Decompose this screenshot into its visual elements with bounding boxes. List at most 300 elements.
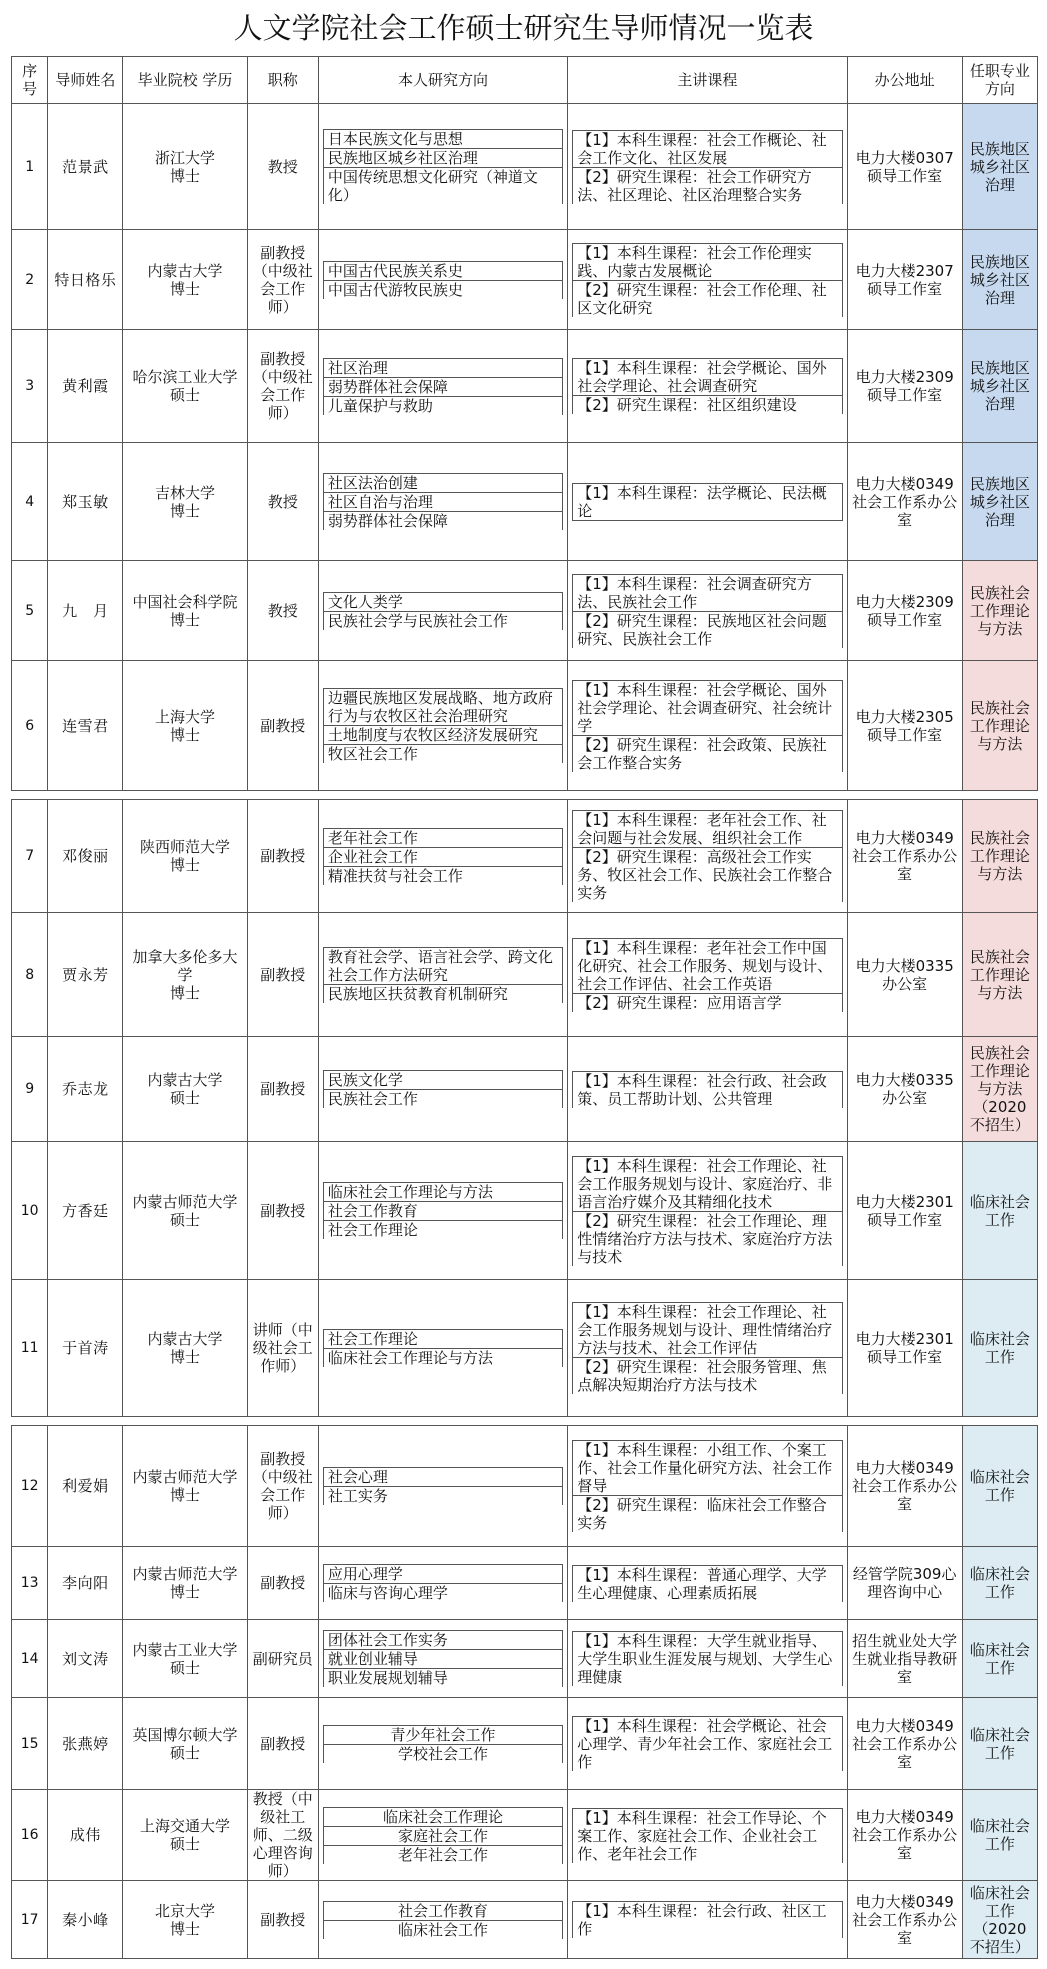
page-title: 人文学院社会工作硕士研究生导师情况一览表 <box>233 11 814 45</box>
research-item: 老年社会工作 <box>323 828 562 847</box>
row-name: 贾永芳 <box>48 913 123 1037</box>
row-courses-cell <box>568 330 847 443</box>
course-item-list <box>572 1808 842 1863</box>
course-item: 【1】本科生课程：老年社会工作中国化研究、社会工作服务、规划与设计、社会工作评估、社会工作英语 <box>573 938 842 993</box>
row-office: 招生就业处大学生就业指导教研室 <box>847 1620 962 1698</box>
research-item: 临床与咨询心理学 <box>323 1584 562 1603</box>
row-rank: 副教授（中级社会工作师） <box>247 1426 318 1547</box>
row-degree: 硕士 <box>169 1089 200 1107</box>
row-degree: 硕士 <box>169 1210 200 1229</box>
row-degree: 博士 <box>169 501 200 520</box>
course-item-list <box>572 574 842 648</box>
table-row <box>12 1037 1038 1142</box>
row-rank: 副教授 <box>247 1547 318 1620</box>
course-item <box>573 520 842 521</box>
row-research-cell <box>318 1426 567 1547</box>
row-degree: 博士 <box>169 166 200 185</box>
research-item-list <box>323 261 563 299</box>
row-courses-cell <box>568 1037 847 1142</box>
row-name: 黄利霞 <box>48 330 123 443</box>
row-school: 中国社会科学院 <box>132 592 238 611</box>
row-direction: 民族地区城乡社区治理 <box>962 443 1037 561</box>
row-courses-cell <box>568 1620 847 1698</box>
row-research-cell <box>318 330 567 443</box>
row-school: 内蒙古大学 <box>147 1071 223 1089</box>
row-rank: 副教授 <box>247 1881 318 1959</box>
table-row <box>12 800 1038 913</box>
research-item: 青少年社会工作 <box>323 1725 562 1744</box>
row-rank: 副教授（中级社会工作师） <box>247 330 318 443</box>
course-item-list <box>572 938 842 1012</box>
row-name: 郑玉敏 <box>48 443 123 561</box>
row-courses-cell <box>568 1142 847 1280</box>
row-degree: 博士 <box>169 725 200 744</box>
table-row <box>12 1142 1038 1280</box>
row-research-cell <box>318 1547 567 1620</box>
course-item-list <box>572 810 842 902</box>
row-school-cell <box>123 913 247 1037</box>
research-item: 中国古代民族关系史 <box>323 261 562 280</box>
research-item-list <box>323 1901 563 1939</box>
row-degree: 博士 <box>169 610 200 629</box>
course-item-list <box>572 1302 842 1394</box>
row-school-cell <box>123 1790 247 1881</box>
research-item: 企业社会工作 <box>323 847 562 866</box>
row-office: 电力大楼0335办公室 <box>847 1037 962 1142</box>
course-item: 【2】研究生课程：社会工作伦理、社区文化研究 <box>573 280 842 317</box>
research-item: 临床社会工作理论 <box>323 1807 562 1826</box>
research-item: 临床社会工作 <box>323 1920 562 1939</box>
header-name: 导师姓名 <box>48 57 123 104</box>
row-office: 电力大楼2309硕导工作室 <box>847 561 962 661</box>
row-direction: 临床社会工作 <box>962 1698 1037 1790</box>
row-courses-cell <box>568 230 847 330</box>
row-office: 经管学院309心理咨询中心 <box>847 1547 962 1620</box>
row-seq: 6 <box>12 661 48 791</box>
row-rank: 教授 <box>247 561 318 661</box>
row-office: 电力大楼2305硕导工作室 <box>847 661 962 791</box>
research-item-list <box>323 1329 563 1367</box>
row-office: 电力大楼0349社会工作系办公室 <box>847 1426 962 1547</box>
row-research-cell <box>318 1280 567 1417</box>
table-row <box>12 1426 1038 1547</box>
row-name: 邓俊丽 <box>48 800 123 913</box>
row-rank: 副教授 <box>247 1037 318 1142</box>
course-item: 【1】本科生课程：社会调查研究方法、民族社会工作 <box>573 574 842 611</box>
row-name: 范景武 <box>48 104 123 230</box>
course-item-list <box>572 1901 842 1938</box>
row-school: 上海交通大学 <box>139 1817 230 1835</box>
row-research-cell <box>318 1881 567 1959</box>
row-name: 乔志龙 <box>48 1037 123 1142</box>
row-courses-cell <box>568 1698 847 1790</box>
row-seq: 12 <box>12 1426 48 1547</box>
row-rank: 教授 <box>247 104 318 230</box>
row-research-cell <box>318 1698 567 1790</box>
course-item-list <box>572 1156 842 1266</box>
research-item: 教育社会学、语言社会学、跨文化社会工作方法研究 <box>323 947 562 984</box>
course-item-list <box>572 680 842 772</box>
table-row <box>12 104 1038 230</box>
row-research-cell <box>318 800 567 913</box>
row-office: 电力大楼0349社会工作系办公室 <box>847 800 962 913</box>
row-school-cell <box>123 1620 247 1698</box>
row-rank: 教授 <box>247 443 318 561</box>
row-seq: 15 <box>12 1698 48 1790</box>
course-item: 【1】本科生课程：社会学概论、国外社会学理论、社会调查研究 <box>573 359 842 396</box>
table-row <box>12 443 1038 561</box>
row-courses-cell <box>568 104 847 230</box>
row-direction: 民族地区城乡社区治理 <box>962 330 1037 443</box>
research-item-list <box>323 947 563 1003</box>
row-school: 陕西师范大学 <box>139 838 230 856</box>
course-item: 【2】研究生课程：社会政策、民族社会工作整合实务 <box>573 735 842 772</box>
table-row <box>12 561 1038 661</box>
course-item-list <box>572 1631 842 1686</box>
research-item: 民族文化学 <box>323 1071 562 1090</box>
research-item-list <box>323 129 563 204</box>
row-research-cell <box>318 561 567 661</box>
row-school-cell <box>123 661 247 791</box>
row-name: 于首涛 <box>48 1280 123 1417</box>
row-direction: 民族社会工作理论与方法 <box>962 561 1037 661</box>
row-seq: 14 <box>12 1620 48 1698</box>
row-school: 内蒙古师范大学 <box>132 1192 238 1211</box>
row-name: 连雪君 <box>48 661 123 791</box>
row-seq: 9 <box>12 1037 48 1142</box>
row-degree: 博士 <box>169 1486 200 1504</box>
row-office: 电力大楼0307硕导工作室 <box>847 104 962 230</box>
row-degree: 博士 <box>169 1583 200 1601</box>
row-office: 电力大楼0349社会工作系办公室 <box>847 1698 962 1790</box>
row-research-cell <box>318 913 567 1037</box>
course-item-list <box>572 1440 842 1532</box>
row-seq: 10 <box>12 1142 48 1280</box>
row-degree: 博士 <box>169 983 200 1002</box>
row-degree: 硕士 <box>169 386 200 404</box>
row-courses-cell <box>568 1547 847 1620</box>
research-item: 弱势群体社会保障 <box>323 512 562 531</box>
supervisor-table <box>11 56 1038 1959</box>
row-name: 李向阳 <box>48 1547 123 1620</box>
research-item: 中国古代游牧民族史 <box>323 280 562 299</box>
header-office: 办公地址 <box>847 57 962 104</box>
row-school: 北京大学 <box>154 1901 215 1920</box>
row-courses-cell <box>568 443 847 561</box>
row-seq: 13 <box>12 1547 48 1620</box>
row-name: 成伟 <box>48 1790 123 1881</box>
row-school: 内蒙古大学 <box>147 261 223 280</box>
row-direction: 民族社会工作理论与方法 <box>962 913 1037 1037</box>
course-item: 【1】本科生课程：社会行政、社区工作 <box>573 1902 842 1939</box>
course-item: 【2】研究生课程：应用语言学 <box>573 993 842 1012</box>
research-item: 中国传统思想文化研究（神道文化） <box>323 168 562 205</box>
course-item: 【2】研究生课程：社会服务管理、焦点解决短期治疗方法与技术 <box>573 1358 842 1395</box>
course-item: 【1】本科生课程：社会行政、社会政策、员工帮助计划、公共管理 <box>573 1071 842 1108</box>
research-item: 职业发展规划辅导 <box>323 1669 562 1688</box>
row-name: 张燕婷 <box>48 1698 123 1790</box>
course-item: 【1】本科生课程：小组工作、个案工作、社会工作量化研究方法、社会工作督导 <box>573 1441 842 1496</box>
research-item: 社会工作理论 <box>323 1221 562 1240</box>
row-office: 电力大楼0335办公室 <box>847 913 962 1037</box>
research-item: 民族社会学与民族社会工作 <box>323 611 562 630</box>
course-item: 【1】本科生课程：社会学概论、国外社会学理论、社会调查研究、社会统计学 <box>573 680 842 735</box>
table-row <box>12 1698 1038 1790</box>
row-school: 内蒙古大学 <box>147 1330 223 1348</box>
row-school-cell <box>123 443 247 561</box>
research-item: 民族地区城乡社区治理 <box>323 149 562 168</box>
row-school-cell <box>123 1280 247 1417</box>
course-item-list <box>572 1716 842 1771</box>
header-seq: 序号 <box>12 57 48 104</box>
row-school-cell <box>123 1426 247 1547</box>
table-row <box>12 1620 1038 1698</box>
row-school-cell <box>123 104 247 230</box>
course-item: 【1】本科生课程：社会工作理论、社会工作服务规划与设计、家庭治疗、非语言治疗媒介及其精细化技术 <box>573 1156 842 1211</box>
row-seq: 4 <box>12 443 48 561</box>
course-item-list <box>572 483 842 521</box>
row-school: 内蒙古工业大学 <box>132 1640 238 1659</box>
row-school-cell <box>123 330 247 443</box>
course-item: 【1】本科生课程：社会工作概论、社会工作文化、社区发展 <box>573 130 842 167</box>
course-item: 【1】本科生课程：大学生就业指导、大学生职业生涯发展与规划、大学生心理健康 <box>573 1632 842 1687</box>
row-direction: 民族社会工作理论与方法 <box>962 800 1037 913</box>
row-office: 电力大楼0349社会工作系办公室 <box>847 443 962 561</box>
row-office: 电力大楼2301硕导工作室 <box>847 1280 962 1417</box>
row-courses-cell <box>568 1790 847 1881</box>
row-seq: 8 <box>12 913 48 1037</box>
row-name: 九 月 <box>48 561 123 661</box>
research-item: 社区自治与治理 <box>323 493 562 512</box>
row-school-cell <box>123 1881 247 1959</box>
row-research-cell <box>318 1620 567 1698</box>
row-office: 电力大楼0349社会工作系办公室 <box>847 1881 962 1959</box>
row-direction: 民族社会工作理论与方法（2020不招生） <box>962 1037 1037 1142</box>
row-seq: 1 <box>12 104 48 230</box>
research-item: 土地制度与农牧区经济发展研究 <box>323 726 562 745</box>
row-name: 方香廷 <box>48 1142 123 1280</box>
course-item: 【1】本科生课程：社会工作导论、个案工作、家庭社会工作、企业社会工作、老年社会工作 <box>573 1808 842 1863</box>
research-item: 社会心理 <box>323 1468 562 1487</box>
header-school: 毕业院校 学历 <box>123 57 247 104</box>
research-item: 边疆民族地区发展战略、地方政府行为与农牧区社会治理研究 <box>323 689 562 726</box>
row-rank: 副教授（中级社会工作师） <box>247 230 318 330</box>
row-school-cell <box>123 1698 247 1790</box>
course-item: 【2】研究生课程：民族地区社会问题研究、民族社会工作 <box>573 611 842 648</box>
row-research-cell <box>318 1790 567 1881</box>
row-degree: 硕士 <box>169 1658 200 1677</box>
row-school-cell <box>123 1547 247 1620</box>
row-rank: 教授（中级社工师、二级心理咨询师） <box>247 1790 318 1881</box>
row-courses-cell <box>568 800 847 913</box>
row-school: 哈尔滨工业大学 <box>132 368 238 386</box>
row-seq: 7 <box>12 800 48 913</box>
research-item: 临床社会工作理论与方法 <box>323 1183 562 1202</box>
research-item: 就业创业辅导 <box>323 1650 562 1669</box>
row-school-cell <box>123 1142 247 1280</box>
row-school-cell <box>123 1037 247 1142</box>
header-courses: 主讲课程 <box>568 57 847 104</box>
research-item: 牧区社会工作 <box>323 745 562 764</box>
row-school: 内蒙古师范大学 <box>132 1468 238 1486</box>
row-name: 利爱娟 <box>48 1426 123 1547</box>
research-item-list <box>323 1564 563 1602</box>
row-rank: 副教授 <box>247 1698 318 1790</box>
research-item-list <box>323 828 563 885</box>
research-item-list <box>323 1467 563 1505</box>
course-item: 【1】本科生课程：老年社会工作、社会问题与社会发展、组织社会工作 <box>573 811 842 848</box>
row-research-cell <box>318 661 567 791</box>
course-item: 【2】研究生课程：社会工作研究方法、社区理论、社区治理整合实务 <box>573 167 842 204</box>
row-courses-cell <box>568 1280 847 1417</box>
header-research: 本人研究方向 <box>318 57 567 104</box>
research-item: 文化人类学 <box>323 592 562 611</box>
table-row <box>12 661 1038 791</box>
row-courses-cell <box>568 661 847 791</box>
row-direction: 临床社会工作 <box>962 1547 1037 1620</box>
row-direction: 临床社会工作（2020不招生） <box>962 1881 1037 1959</box>
research-item: 老年社会工作 <box>323 1845 562 1864</box>
research-item: 儿童保护与救助 <box>323 396 562 415</box>
row-seq: 3 <box>12 330 48 443</box>
row-degree: 博士 <box>169 1919 200 1938</box>
row-name: 刘文涛 <box>48 1620 123 1698</box>
research-item: 日本民族文化与思想 <box>323 130 562 149</box>
row-direction: 临床社会工作 <box>962 1620 1037 1698</box>
research-item: 精准扶贫与社会工作 <box>323 866 562 885</box>
course-item: 【1】本科生课程：普通心理学、大学生心理健康、心理素质拓展 <box>573 1565 842 1602</box>
section-gap <box>12 1417 1038 1426</box>
row-direction: 民族地区城乡社区治理 <box>962 104 1037 230</box>
research-item: 应用心理学 <box>323 1565 562 1584</box>
row-rank: 副研究员 <box>247 1620 318 1698</box>
research-item-list <box>323 1807 563 1864</box>
research-item: 社区治理 <box>323 358 562 377</box>
row-research-cell <box>318 443 567 561</box>
row-degree: 博士 <box>169 856 200 874</box>
row-school: 吉林大学 <box>154 483 215 502</box>
table-row <box>12 1881 1038 1959</box>
course-item: 【1】本科生课程：社会学概论、社会心理学、青少年社会工作、家庭社会工作 <box>573 1717 842 1772</box>
row-research-cell <box>318 230 567 330</box>
row-name: 秦小峰 <box>48 1881 123 1959</box>
course-item-list <box>572 130 842 204</box>
row-research-cell <box>318 104 567 230</box>
row-office: 电力大楼2309硕导工作室 <box>847 330 962 443</box>
row-seq: 17 <box>12 1881 48 1959</box>
research-item-list <box>323 1725 563 1763</box>
section-gap-cell <box>12 791 1038 800</box>
row-name: 特日格乐 <box>48 230 123 330</box>
section-gap <box>12 791 1038 800</box>
table-row <box>12 1790 1038 1881</box>
header-rank: 职称 <box>247 57 318 104</box>
research-item-list <box>323 592 563 630</box>
research-item: 社区法治创建 <box>323 474 562 493</box>
row-school: 内蒙古师范大学 <box>132 1565 238 1583</box>
course-item-list <box>572 358 842 414</box>
row-school: 浙江大学 <box>154 148 215 167</box>
research-item: 社会工作教育 <box>323 1901 562 1920</box>
research-item-list <box>323 473 563 530</box>
row-courses-cell <box>568 1881 847 1959</box>
table-row <box>12 1280 1038 1417</box>
table-row <box>12 330 1038 443</box>
row-research-cell <box>318 1037 567 1142</box>
research-item: 团体社会工作实务 <box>323 1631 562 1650</box>
course-item: 【1】本科生课程：社会工作伦理实践、内蒙古发展概论 <box>573 243 842 280</box>
table-row <box>12 913 1038 1037</box>
row-seq: 2 <box>12 230 48 330</box>
research-item-list <box>323 688 563 763</box>
row-degree: 博士 <box>169 279 200 298</box>
row-school-cell <box>123 230 247 330</box>
row-rank: 讲师（中级社会工作师） <box>247 1280 318 1417</box>
row-rank: 副教授 <box>247 800 318 913</box>
row-school: 英国博尔顿大学 <box>132 1725 238 1744</box>
row-direction: 临床社会工作 <box>962 1142 1037 1280</box>
row-direction: 民族地区城乡社区治理 <box>962 230 1037 330</box>
row-courses-cell <box>568 1426 847 1547</box>
row-courses-cell <box>568 561 847 661</box>
row-rank: 副教授 <box>247 1142 318 1280</box>
row-courses-cell <box>568 913 847 1037</box>
course-item-list <box>572 1565 842 1602</box>
row-rank: 副教授 <box>247 661 318 791</box>
header-direction: 任职专业方向 <box>962 57 1037 104</box>
section-gap-cell <box>12 1417 1038 1426</box>
research-item-list <box>323 1182 563 1239</box>
research-item: 社会工作教育 <box>323 1202 562 1221</box>
research-item: 家庭社会工作 <box>323 1826 562 1845</box>
table-row <box>12 230 1038 330</box>
row-direction: 临床社会工作 <box>962 1280 1037 1417</box>
row-direction: 临床社会工作 <box>962 1790 1037 1881</box>
row-school-cell <box>123 561 247 661</box>
row-office: 电力大楼0349社会工作系办公室 <box>847 1790 962 1881</box>
row-direction: 临床社会工作 <box>962 1426 1037 1547</box>
row-degree: 博士 <box>169 1348 200 1366</box>
row-seq: 11 <box>12 1280 48 1417</box>
course-item-list <box>572 243 842 317</box>
research-item: 社工实务 <box>323 1487 562 1506</box>
row-rank: 副教授 <box>247 913 318 1037</box>
row-research-cell <box>318 1142 567 1280</box>
research-item: 社会工作理论 <box>323 1330 562 1349</box>
table-body <box>12 104 1038 1959</box>
row-degree: 硕士 <box>169 1743 200 1762</box>
row-office: 电力大楼2301硕导工作室 <box>847 1142 962 1280</box>
research-item: 学校社会工作 <box>323 1744 562 1763</box>
row-seq: 16 <box>12 1790 48 1881</box>
course-item: 【2】研究生课程：社区组织建设 <box>573 396 842 415</box>
research-item-list <box>323 1070 563 1108</box>
research-item: 临床社会工作理论与方法 <box>323 1349 562 1368</box>
research-item: 弱势群体社会保障 <box>323 377 562 396</box>
course-item: 【2】研究生课程：高级社会工作实务、牧区社会工作、民族社会工作整合实务 <box>573 848 842 903</box>
course-item: 【2】研究生课程：临床社会工作整合实务 <box>573 1496 842 1533</box>
course-item-list <box>572 1071 842 1108</box>
row-direction: 民族社会工作理论与方法 <box>962 661 1037 791</box>
research-item-list <box>323 358 563 415</box>
research-item: 民族社会工作 <box>323 1090 562 1109</box>
course-item: 【2】研究生课程：社会工作理论、理性情绪治疗方法与技术、家庭治疗方法与技术 <box>573 1211 842 1266</box>
row-school-cell <box>123 800 247 913</box>
row-office: 电力大楼2307硕导工作室 <box>847 230 962 330</box>
row-seq: 5 <box>12 561 48 661</box>
row-school: 上海大学 <box>154 707 215 726</box>
row-degree: 硕士 <box>169 1835 200 1853</box>
